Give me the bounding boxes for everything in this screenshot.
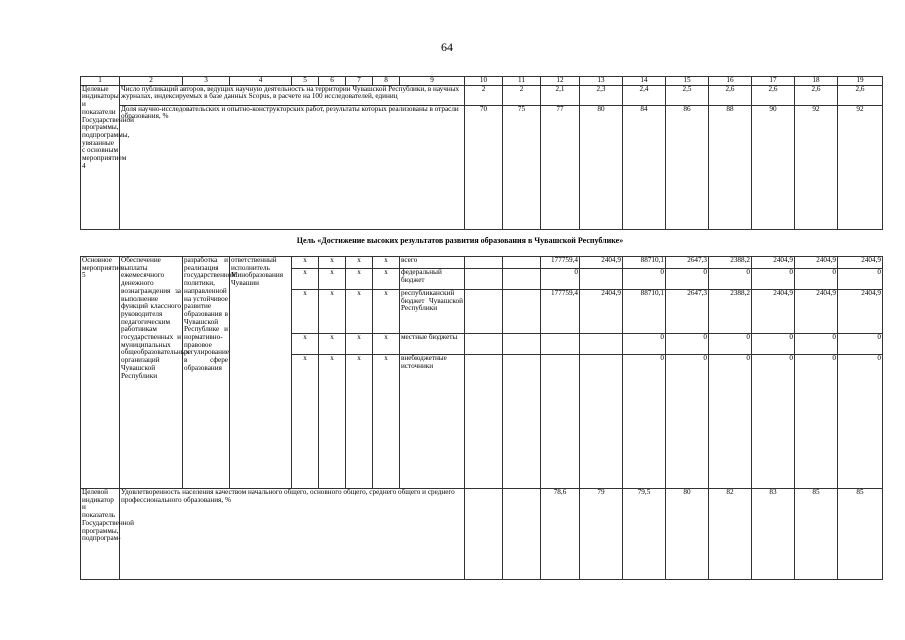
value-cell: 79	[580, 489, 623, 580]
code-cell: x	[346, 257, 373, 269]
code-cell: x	[292, 355, 319, 489]
amount-cell: 88710,1	[623, 290, 666, 334]
amount-cell: 0	[838, 355, 883, 489]
column-number: 14	[623, 77, 666, 86]
amount-cell: 0	[666, 334, 709, 355]
value-cell: 75	[503, 105, 541, 229]
column-number: 6	[319, 77, 346, 86]
code-cell: x	[346, 334, 373, 355]
activity-link: разработка и реализация государственной политики, направленной на устойчивое развитие образования в Чувашской Республике и нормативно-правовое регулирование в сфере образования	[183, 257, 230, 489]
value-cell	[503, 355, 541, 489]
value-cell: 86	[666, 105, 709, 229]
code-cell: x	[373, 334, 400, 355]
code-cell: x	[292, 269, 319, 290]
indicator-text: Число публикаций авторов, ведущих научную деятельность на территории Чувашской Республики, в научных журналах, индексируемых в базе данных Scopus, в расчете на 100 исследователей, единиц	[120, 85, 465, 105]
value-cell: 2	[465, 85, 503, 105]
amount-cell: 2404,9	[795, 257, 838, 269]
amount-cell: 0	[541, 269, 580, 290]
value-cell: 83	[752, 489, 795, 580]
amount-cell: 0	[795, 269, 838, 290]
code-cell: x	[346, 290, 373, 334]
indicator-text: Доля научно-исследовательских и опытно-конструкторских работ, результаты которых реализованы в отрасли образования, %	[120, 105, 465, 229]
column-number: 12	[541, 77, 580, 86]
code-cell: x	[292, 334, 319, 355]
value-cell	[503, 269, 541, 290]
amount-cell: 177759,4	[541, 257, 580, 269]
amount-cell: 0	[666, 269, 709, 290]
indicators-table	[80, 76, 883, 230]
value-cell: 82	[709, 489, 752, 580]
value-cell	[465, 334, 503, 355]
value-cell: 92	[795, 105, 838, 229]
value-cell: 2,6	[795, 85, 838, 105]
amount-cell: 0	[795, 355, 838, 489]
value-cell: 2,4	[623, 85, 666, 105]
amount-cell: 0	[709, 334, 752, 355]
section-label: Основное мероприятие 5	[81, 257, 120, 489]
activity-name: Обеспечение выплаты ежемесячного денежного вознаграждения за выполнение функций классного руководителя педагогическим работникам государственных и муниципальных общеобразовательных организаций Чувашской Республики	[120, 257, 183, 489]
amount-cell: 2404,9	[752, 290, 795, 334]
amount-cell: 2388,2	[709, 290, 752, 334]
amount-cell: 0	[709, 355, 752, 489]
code-cell: x	[319, 290, 346, 334]
amount-cell: 2404,9	[838, 290, 883, 334]
value-cell: 85	[795, 489, 838, 580]
column-number: 5	[292, 77, 319, 86]
column-number: 4	[230, 77, 292, 86]
section-label: Целевые индикаторы и показатели Государственной программы, подпрограммы, увязанные с основным мероприятием 4	[81, 85, 120, 229]
amount-cell	[580, 334, 623, 355]
value-cell: 2,6	[709, 85, 752, 105]
amount-cell: 0	[838, 269, 883, 290]
amount-cell	[580, 269, 623, 290]
value-cell: 2,6	[752, 85, 795, 105]
value-cell: 2,6	[838, 85, 883, 105]
value-cell	[503, 257, 541, 269]
column-number: 10	[465, 77, 503, 86]
column-number: 15	[666, 77, 709, 86]
value-cell: 90	[752, 105, 795, 229]
executor: ответственный исполнитель Минобразования Чувашии	[230, 257, 292, 489]
page-number: 64	[441, 40, 453, 54]
column-number: 2	[120, 77, 183, 86]
value-cell: 88	[709, 105, 752, 229]
column-number: 1	[81, 77, 120, 86]
value-cell: 2	[503, 85, 541, 105]
code-cell: x	[319, 269, 346, 290]
value-cell: 2,1	[541, 85, 580, 105]
activity-table	[80, 256, 883, 580]
column-number: 16	[709, 77, 752, 86]
amount-cell: 2404,9	[580, 290, 623, 334]
value-cell: 80	[666, 489, 709, 580]
amount-cell: 2404,9	[795, 290, 838, 334]
value-cell	[465, 355, 503, 489]
amount-cell	[541, 355, 580, 489]
column-number: 8	[373, 77, 400, 86]
amount-cell: 2388,2	[709, 257, 752, 269]
amount-cell: 0	[709, 269, 752, 290]
funding-source: всего	[400, 257, 465, 269]
amount-cell	[580, 355, 623, 489]
value-cell: 84	[623, 105, 666, 229]
value-cell: 77	[541, 105, 580, 229]
value-cell	[465, 489, 503, 580]
value-cell: 70	[465, 105, 503, 229]
funding-source: местные бюджеты	[400, 334, 465, 355]
funding-source: федеральный бюджет	[400, 269, 465, 290]
value-cell: 85	[838, 489, 883, 580]
column-number: 17	[752, 77, 795, 86]
column-number: 18	[795, 77, 838, 86]
column-number: 11	[503, 77, 541, 86]
code-cell: x	[346, 269, 373, 290]
value-cell: 92	[838, 105, 883, 229]
amount-cell: 0	[752, 334, 795, 355]
indicator-text: Удовлетворенность населения качеством начального общего, основного общего, среднего общего и среднего профессионального образования, %	[120, 489, 465, 580]
amount-cell: 2647,3	[666, 290, 709, 334]
code-cell: x	[319, 257, 346, 269]
value-cell: 80	[580, 105, 623, 229]
amount-cell: 0	[623, 355, 666, 489]
amount-cell: 2404,9	[752, 257, 795, 269]
value-cell	[503, 334, 541, 355]
amount-cell	[541, 334, 580, 355]
code-cell: x	[319, 355, 346, 489]
value-cell: 2,5	[666, 85, 709, 105]
table-row	[81, 257, 883, 269]
code-cell: x	[292, 290, 319, 334]
section-label: Целевой индикатор и показатель Государственной программы, подпрограм-	[81, 489, 120, 580]
amount-cell: 0	[752, 355, 795, 489]
table-row	[81, 489, 883, 580]
value-cell	[465, 269, 503, 290]
code-cell: x	[346, 355, 373, 489]
column-number: 3	[183, 77, 230, 86]
code-cell: x	[373, 269, 400, 290]
value-cell	[465, 257, 503, 269]
column-number: 9	[400, 77, 465, 86]
column-number: 7	[346, 77, 373, 86]
goal-title: Цель «Достижение высоких результатов развития образования в Чувашской Республике»	[296, 236, 624, 245]
value-cell: 79,5	[623, 489, 666, 580]
amount-cell: 88710,1	[623, 257, 666, 269]
code-cell: x	[373, 290, 400, 334]
column-number: 13	[580, 77, 623, 86]
value-cell	[503, 489, 541, 580]
value-cell: 78,6	[541, 489, 580, 580]
value-cell	[503, 290, 541, 334]
amount-cell: 0	[623, 269, 666, 290]
amount-cell: 0	[752, 269, 795, 290]
column-number-row	[81, 77, 883, 86]
funding-source: республиканский бюджет Чувашской Республики	[400, 290, 465, 334]
code-cell: x	[373, 257, 400, 269]
amount-cell: 0	[666, 355, 709, 489]
code-cell: x	[373, 355, 400, 489]
code-cell: x	[319, 334, 346, 355]
amount-cell: 0	[623, 334, 666, 355]
funding-source: внебюджетные источники	[400, 355, 465, 489]
table-row	[81, 85, 883, 105]
amount-cell: 0	[838, 334, 883, 355]
amount-cell: 0	[795, 334, 838, 355]
column-number: 19	[838, 77, 883, 86]
value-cell: 2,3	[580, 85, 623, 105]
code-cell: x	[292, 257, 319, 269]
amount-cell: 2404,9	[580, 257, 623, 269]
amount-cell: 177759,4	[541, 290, 580, 334]
amount-cell: 2647,3	[666, 257, 709, 269]
value-cell	[465, 290, 503, 334]
table-row	[81, 105, 883, 229]
amount-cell: 2404,9	[838, 257, 883, 269]
